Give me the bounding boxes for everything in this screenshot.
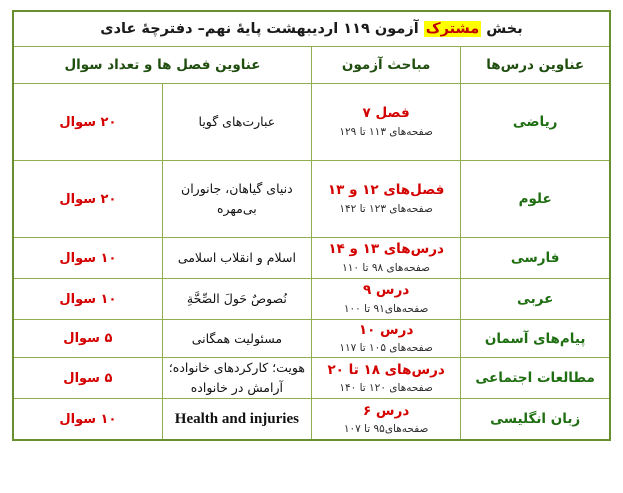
header-chapters: مباحث آزمون xyxy=(312,47,461,84)
row-subject: زبان انگلیسی xyxy=(461,399,610,441)
row-topics: Health and injuries xyxy=(162,399,311,441)
title-row xyxy=(13,11,610,47)
table-row xyxy=(13,358,610,399)
header-topics: عناوین فصل ها و تعداد سوال xyxy=(13,47,312,84)
page-title xyxy=(13,11,610,47)
table-row xyxy=(13,399,610,441)
row-subject: فارسی xyxy=(461,238,610,279)
row-topics: مسئولیت همگانی xyxy=(162,320,311,358)
row-count: ۱۰ سوال xyxy=(13,238,162,279)
table-row xyxy=(13,320,610,358)
row-topics: دنیای گیاهان، جانوران بی‌مهره xyxy=(162,161,311,238)
row-count: ۵ سوال xyxy=(13,358,162,399)
row-chapter-main: درس‌های ۱۳ و ۱۴ xyxy=(328,241,444,258)
row-chapter-main: درس ۶ xyxy=(362,402,410,419)
row-topics: اسلام و انقلاب اسلامی xyxy=(162,238,311,279)
title-highlight: مشترک xyxy=(425,21,480,37)
row-chapter-pages: صفحه‌های ۱۰۵ تا ۱۱۷ xyxy=(339,342,433,355)
row-chapter-pages: صفحه‌های۹۱ تا ۱۰۰ xyxy=(343,302,429,315)
row-chapter-main: درس ۱۰ xyxy=(358,322,414,338)
row-topics: عبارت‌های گویا xyxy=(162,84,311,161)
exam-table-body xyxy=(13,11,610,440)
row-chapter-main: فصل ۷ xyxy=(362,105,410,122)
row-topics: نُصوصٌ حَولَ الصِّحَّةِ xyxy=(162,279,311,320)
row-chapters xyxy=(312,358,461,399)
table-row xyxy=(13,279,610,320)
row-subject: علوم xyxy=(461,161,610,238)
title-suffix: آزمون ۱۱۹ اردیبهشت پایهٔ نهم– دفترچهٔ عادی xyxy=(100,21,424,37)
table-row xyxy=(13,238,610,279)
row-chapter-main: درس‌های ۱۸ تا ۲۰ xyxy=(327,361,445,378)
header-row xyxy=(13,47,610,84)
row-chapters xyxy=(312,399,461,441)
row-topics: هویت؛ کارکردهای خانواده؛ آرامش در خانواده xyxy=(162,358,311,399)
row-subject: عربی xyxy=(461,279,610,320)
row-chapters xyxy=(312,279,461,320)
row-chapter-main: فصل‌های ۱۲ و ۱۳ xyxy=(327,182,445,199)
row-chapters xyxy=(312,238,461,279)
row-chapter-pages: صفحه‌های۹۵ تا ۱۰۷ xyxy=(343,422,429,435)
row-count: ۱۰ سوال xyxy=(13,399,162,441)
row-subject: پیام‌های آسمان xyxy=(461,320,610,358)
row-chapters xyxy=(312,84,461,161)
table-row xyxy=(13,84,610,161)
table-row xyxy=(13,161,610,238)
row-chapters xyxy=(312,161,461,238)
row-count: ۵ سوال xyxy=(13,320,162,358)
row-chapter-pages: صفحه‌های ۹۸ تا ۱۱۰ xyxy=(342,261,431,274)
row-count: ۲۰ سوال xyxy=(13,161,162,238)
row-count: ۱۰ سوال xyxy=(13,279,162,320)
row-chapter-pages: صفحه‌های ۱۲۳ تا ۱۴۲ xyxy=(339,202,433,215)
row-chapters xyxy=(312,320,461,358)
row-count: ۲۰ سوال xyxy=(13,84,162,161)
exam-table xyxy=(12,10,611,441)
row-chapter-pages: صفحه‌های ۱۲۰ تا ۱۴۰ xyxy=(339,381,433,394)
row-subject: ریاضی xyxy=(461,84,610,161)
row-chapter-main: درس ۹ xyxy=(362,282,410,299)
row-subject: مطالعات اجتماعی xyxy=(461,358,610,399)
title-prefix: بخش xyxy=(481,21,523,37)
row-chapter-pages: صفحه‌های ۱۱۳ تا ۱۲۹ xyxy=(339,125,433,138)
header-subject: عناوین درس‌ها xyxy=(461,47,610,84)
